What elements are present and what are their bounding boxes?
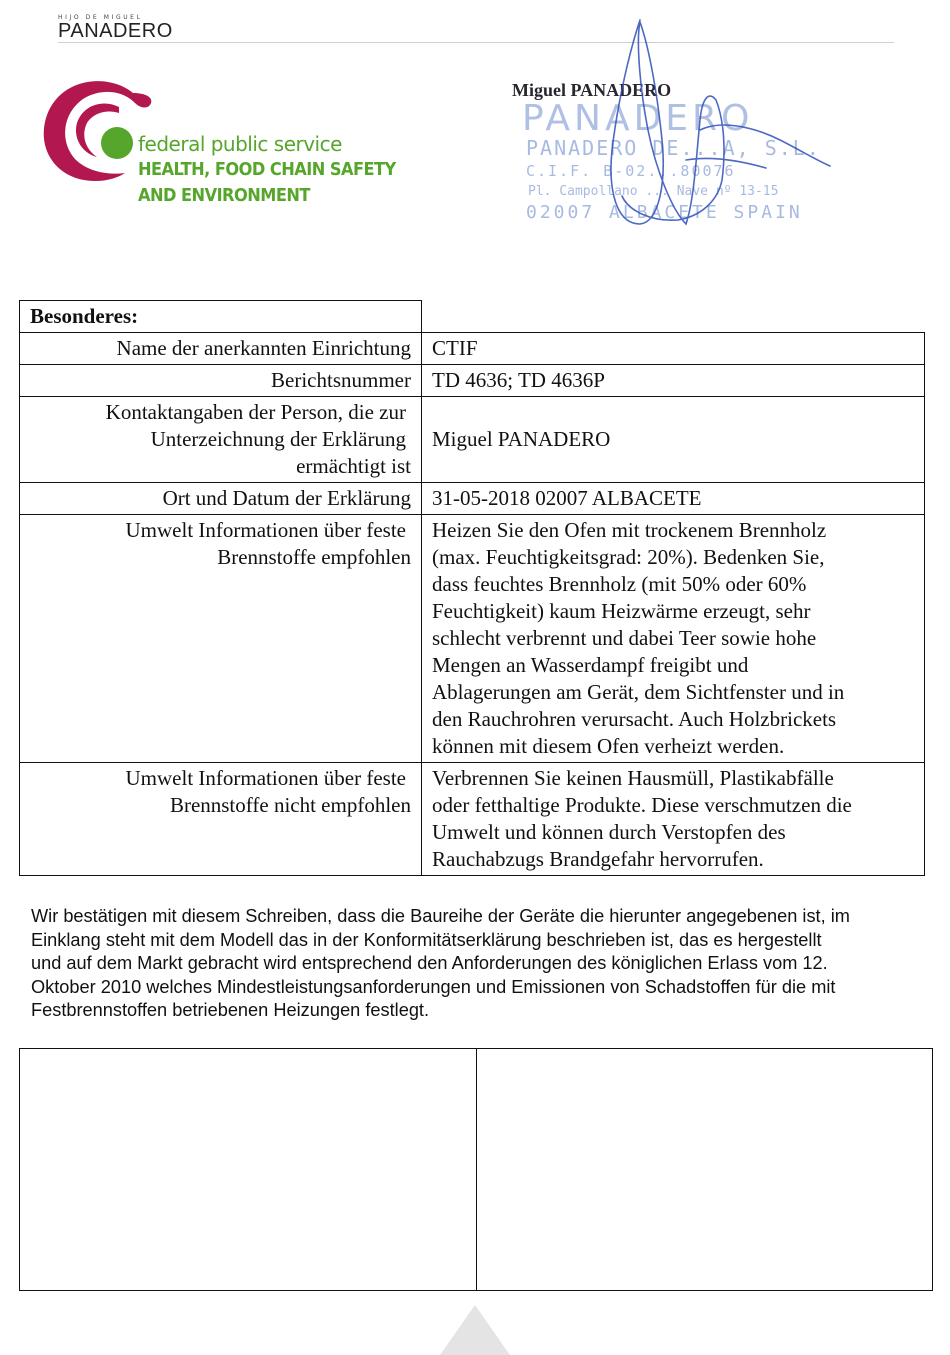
label-line: Ort und Datum der Erklärung xyxy=(162,486,411,510)
handwritten-signature-icon xyxy=(490,10,870,235)
statement-line: Wir bestätigen mit diesem Schreiben, dass die Baureihe der Geräte die hierunter angegebenen ist, im xyxy=(31,906,850,926)
stamp-company-name: PANADERO xyxy=(522,98,754,139)
fps-line-2: HEALTH, FOOD CHAIN SAFETY xyxy=(138,159,396,180)
value-line: Verbrennen Sie keinen Hausmüll, Plastikabfälle xyxy=(432,766,834,790)
table-row xyxy=(20,333,925,365)
table-row xyxy=(20,365,925,397)
company-logo xyxy=(58,14,178,42)
row-label xyxy=(20,483,422,515)
value-line: 31-05-2018 02007 ALBACETE xyxy=(432,486,702,510)
value-line: Rauchabzugs Brandgefahr hervorrufen. xyxy=(432,847,764,871)
label-line: Umwelt Informationen über feste xyxy=(125,518,406,542)
row-label xyxy=(20,333,422,365)
signature-divider xyxy=(476,1049,477,1290)
table-heading: Besonderes: xyxy=(20,301,422,333)
company-stamp xyxy=(490,10,870,235)
signature-table xyxy=(19,1048,933,1291)
statement-line: und auf dem Markt gebracht wird entsprechend den Anforderungen des königlichen Erlass vom 12. xyxy=(31,953,828,973)
company-logo-subtitle: HIJO DE MIGUEL xyxy=(58,14,143,21)
table-row xyxy=(20,763,925,876)
row-value xyxy=(422,397,925,483)
value-line: Mengen an Wasserdampf freigibt und xyxy=(432,653,749,677)
stamp-line: Pl. Campollano ... Nave nº 13-15 xyxy=(528,184,779,199)
statement-line: Festbrennstoffen betriebenen Heizungen festlegt. xyxy=(31,1000,430,1020)
value-line: oder fetthaltige Produkte. Diese verschmutzen die xyxy=(432,793,852,817)
value-line: schlecht verbrennt und dabei Teer sowie hohe xyxy=(432,626,817,650)
value-line: Miguel PANADERO xyxy=(432,427,611,451)
declaration-table xyxy=(19,300,925,876)
row-value xyxy=(422,333,925,365)
label-line: Umwelt Informationen über feste xyxy=(125,766,406,790)
row-value xyxy=(422,763,925,876)
value-line: Umwelt und können durch Verstopfen des xyxy=(432,820,786,844)
company-logo-name: PANADERO xyxy=(58,20,173,42)
statement-line: Oktober 2010 welches Mindestleistungsanforderungen und Emissionen von Schadstoffen für die mit xyxy=(31,976,836,997)
signer-name: Miguel PANADERO xyxy=(512,80,672,100)
label-line: Brennstoffe nicht empfohlen xyxy=(169,793,411,817)
table-row xyxy=(20,515,925,763)
table-heading-empty xyxy=(422,301,925,333)
row-value xyxy=(422,515,925,763)
value-line: (max. Feuchtigkeitsgrad: 20%). Bedenken Sie, xyxy=(432,545,825,569)
label-line: Unterzeichnung der Erklärung xyxy=(150,427,406,451)
value-line: dass feuchtes Brennholz (mit 50% oder 60% xyxy=(432,572,807,596)
stamp-line: PANADERO DE...A, S.L. xyxy=(526,136,821,160)
table-row xyxy=(20,397,925,483)
row-label xyxy=(20,515,422,763)
label-line: Brennstoffe empfohlen xyxy=(217,545,411,569)
label-line: Name der anerkannten Einrichtung xyxy=(116,336,411,360)
declaration-statement xyxy=(31,905,921,1023)
value-line: TD 4636; TD 4636P xyxy=(432,368,605,392)
table-row xyxy=(20,483,925,515)
value-line: Feuchtigkeit) kaum Heizwärme erzeugt, sehr xyxy=(432,599,811,623)
value-line: Heizen Sie den Ofen mit trockenem Brennholz xyxy=(432,518,827,542)
label-line: ermächtigt ist xyxy=(296,454,411,478)
fps-line-3: AND ENVIRONMENT xyxy=(138,185,310,206)
row-label xyxy=(20,763,422,876)
statement-line: Einklang steht mit dem Modell das in der Konformitätserklärung beschrieben ist, das es hergestellt xyxy=(31,929,822,950)
page-marker-icon xyxy=(440,1305,510,1355)
value-line: Ablagerungen am Gerät, dem Sichtfenster und in xyxy=(432,680,845,704)
value-line: können mit diesem Ofen verheizt werden. xyxy=(432,734,785,758)
stamp-line: 02007 ALBACETE SPAIN xyxy=(526,202,803,223)
label-line: Berichtsnummer xyxy=(271,368,411,392)
fps-line-1: federal public service xyxy=(138,132,342,156)
value-line: CTIF xyxy=(432,336,478,360)
row-value xyxy=(422,483,925,515)
row-value xyxy=(422,365,925,397)
stamp-line: C.I.F. B-02...80076 xyxy=(526,162,736,180)
fps-text xyxy=(138,131,424,209)
value-line: den Rauchrohren verursacht. Auch Holzbrickets xyxy=(432,707,837,731)
row-label xyxy=(20,397,422,483)
row-label xyxy=(20,365,422,397)
table-heading-row xyxy=(20,301,925,333)
label-line: Kontaktangaben der Person, die zur xyxy=(105,400,406,424)
